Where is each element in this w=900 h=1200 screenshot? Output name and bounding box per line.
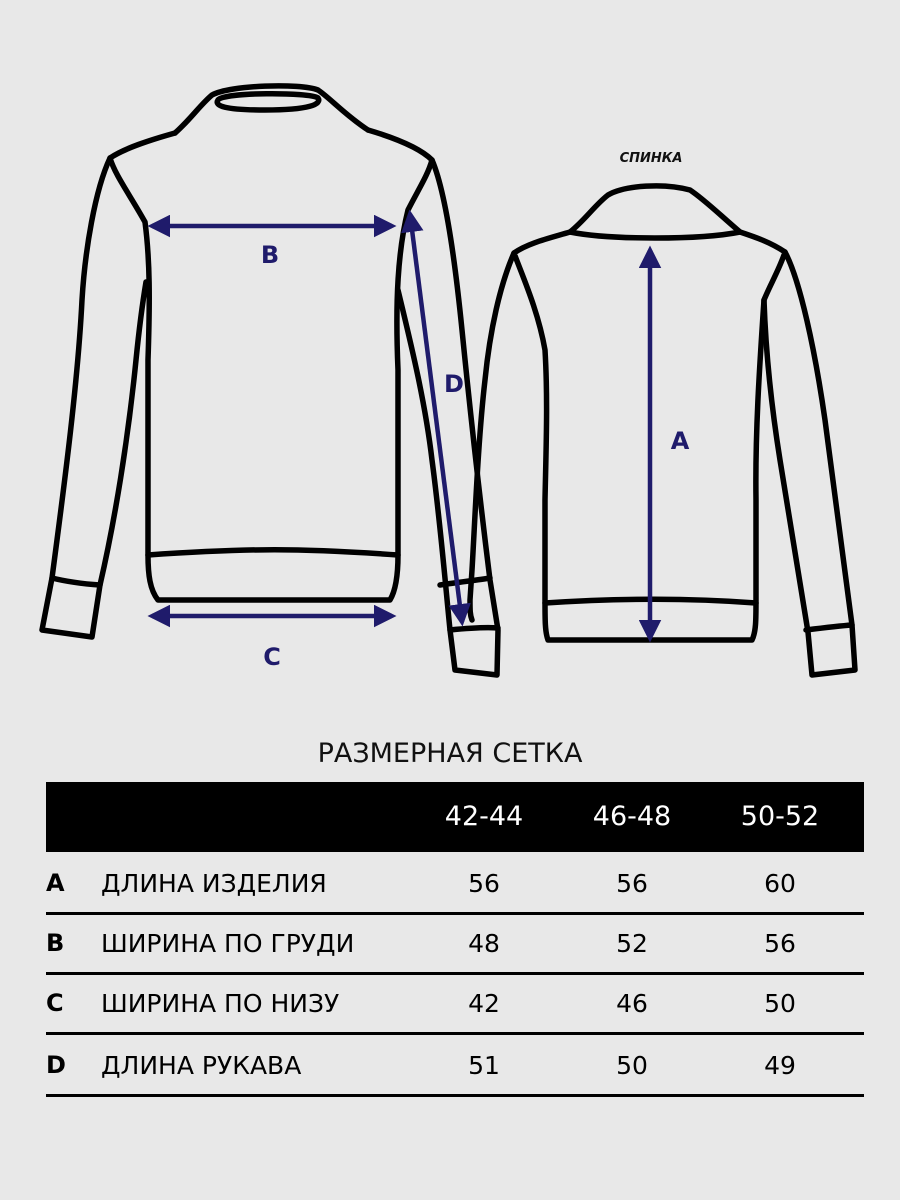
row-value: 60 [764,869,796,898]
table-row [46,1037,864,1097]
marker-b: B [260,241,280,269]
row-value: 49 [764,1051,796,1080]
marker-c: C [263,643,281,671]
back-collar [570,186,740,238]
row-value: 50 [764,989,796,1018]
front-right-cuff-end [450,628,498,630]
size-chart-title: РАЗМЕРНАЯ СЕТКА [317,738,583,769]
row-value: 46 [616,989,648,1018]
back-view [470,186,855,675]
row-divider [46,1094,864,1097]
row-letter: A [46,869,65,897]
table-row [46,915,864,975]
row-value: 48 [468,929,500,958]
row-value: 42 [468,989,500,1018]
size-header-1: 42-44 [444,801,524,832]
front-left-cuff [52,578,100,585]
row-letter: C [46,989,64,1017]
row-label: ШИРИНА ПО НИЗУ [101,989,340,1018]
row-divider [46,1032,864,1035]
marker-a: A [670,427,690,455]
back-view-label: СПИНКА [619,151,683,166]
front-left-sleeve [42,158,146,637]
row-value: 51 [468,1051,500,1080]
table-row [46,855,864,915]
row-label: ДЛИНА РУКАВА [101,1051,302,1080]
row-label: ДЛИНА ИЗДЕЛИЯ [101,869,327,898]
row-letter: B [46,929,65,957]
row-value: 56 [616,869,648,898]
back-left-sleeve [470,253,514,620]
row-label: ШИРИНА ПО ГРУДИ [101,929,355,958]
table-row [46,975,864,1035]
marker-d: D [444,370,464,398]
front-hem-band [148,550,398,555]
row-value: 56 [468,869,500,898]
row-value: 52 [616,929,648,958]
front-collar-inner [217,94,318,110]
size-header-3: 50-52 [740,801,820,832]
front-body [110,130,432,600]
row-value: 50 [616,1051,648,1080]
back-right-sleeve [764,252,855,675]
size-chart-header [46,782,864,852]
row-letter: D [46,1051,66,1079]
size-header-2: 46-48 [592,801,672,832]
row-value: 56 [764,929,796,958]
back-right-cuff [806,625,852,630]
